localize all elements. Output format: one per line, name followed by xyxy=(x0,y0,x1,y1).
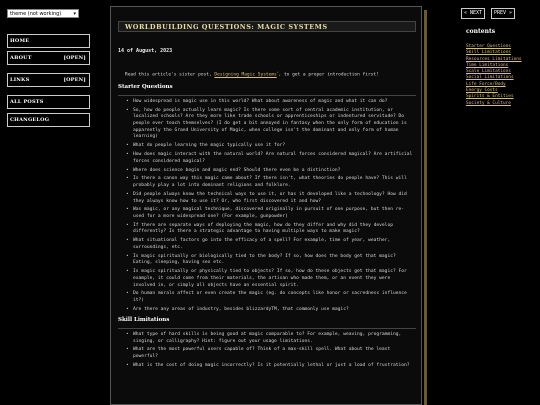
nav-about-toggle[interactable]: [OPEN] xyxy=(63,55,86,61)
nav-about[interactable] xyxy=(7,51,90,65)
nav-all-posts-label: ALL POSTS xyxy=(10,99,44,105)
question-item: • Is magic spiritually or biologically tied to the body? If so, how does the body get that magic? Eating, sleeping, having sex etc. xyxy=(125,254,415,267)
sister-post-link[interactable]: Designing Magic Systems xyxy=(214,72,277,78)
toc-link[interactable]: Spirits & Entities xyxy=(466,94,514,100)
question-item: • Is there a canon way this magic came about? If there isn't, what theories do people have? This will probably play a lot into dominant religions and folklore. xyxy=(125,176,415,189)
prev-post-button[interactable] xyxy=(491,8,515,19)
question-item: • Do human morals affect or even create the magic (eg. do concepts like honor or sacredness influence it?) xyxy=(125,291,415,304)
section-starter-title: Starter Questions xyxy=(118,84,173,90)
question-item: • Is magic spiritually or physically tied to objects? If so, how do these objects get that magic? For example, it could come from their materials, the artisan who made them, or an event they were involved in, or simply all objects have an essential spirit. xyxy=(125,269,415,289)
section-skill-title: Skill Limitations xyxy=(118,317,170,323)
toc-link[interactable]: Time Limitations xyxy=(466,62,509,68)
nav-home-label: HOME xyxy=(10,38,30,44)
toc-link[interactable]: Scale Limitations xyxy=(466,69,511,75)
question-item: • Are there any areas of industry, besides blizzardyTM, that commonly use magic? xyxy=(125,307,415,314)
question-item: • If there are separate ways of deploying the magic, how do they differ and why did they develop differently? Is there a strategic advantage to having multiple ways to make magic? xyxy=(125,223,415,236)
toc-link[interactable]: Resources Limitations xyxy=(466,56,522,62)
nav-changelog-label: CHANGELOG xyxy=(10,117,50,123)
intro-suffix: , to get a proper introduction first! xyxy=(278,72,379,78)
contents-title: contents xyxy=(466,28,496,35)
article-panel xyxy=(110,6,422,405)
question-item: • What do people learning the magic typically use it for? xyxy=(125,143,415,150)
post-date: 14 of August, 2023 xyxy=(118,48,173,54)
question-item: • How widespread is magic use in this world? What about awareness of magic and what it can do? xyxy=(125,99,415,106)
question-item: • Did people always know the technical ways to use it, or has it developed like a technology? How did they always know how to use it? Or, who first discovered it and how? xyxy=(125,192,415,205)
next-post-button[interactable] xyxy=(461,8,485,19)
nav-links-toggle[interactable]: [OPEN] xyxy=(63,77,86,83)
prev-post-label: PREV » xyxy=(493,10,513,16)
question-item: • Was magic, or any magical technique, discovered originally in pursuit of one purpose, but then re-used for a more widespread one? (For example, gunpowder) xyxy=(125,207,415,220)
intro-prefix: Read this article's sister post, xyxy=(125,72,212,78)
post-title: WORLDBUILDING QUESTIONS: MAGIC SYSTEMS xyxy=(118,21,416,32)
nav-changelog[interactable] xyxy=(7,113,90,127)
section-divider xyxy=(118,95,416,96)
question-item: • What are the most powerful users capable of? Think of a max-skill spell. What about the least powerful? xyxy=(125,347,415,360)
question-item: • So, how do people actually learn magic? Is there some sort of central academic institution, or localized schools? Are they more like trade schools or apprenticeships or indentured servitude? Do people ever teach themselves? (I do get a bit annoyed in fantasy when the only form of education is apparently the Grand University of Magic, when college isn't the dominant and only form of human learning) xyxy=(125,108,415,141)
question-item: • What situational factors go into the efficacy of a spell? For example, time of year, weather, surroundings, etc. xyxy=(125,238,415,251)
question-item: • Where does science begin and magic end? Should there even be a distinction? xyxy=(125,168,415,175)
skill-limitations-list xyxy=(125,332,415,372)
nav-home[interactable] xyxy=(7,34,90,48)
toc-link[interactable]: Life Force/Body xyxy=(466,81,506,87)
question-item: • What type of hard skills is being good at magic comparable to? For example, weaving, programming, singing, or calligraphy? Hint: figure out your usage limitations. xyxy=(125,332,415,345)
toc-link[interactable]: Starter Questions xyxy=(466,44,511,49)
toc-link[interactable]: Skill Limitations xyxy=(466,50,511,56)
starter-questions-list xyxy=(125,99,415,316)
theme-select[interactable] xyxy=(7,9,79,18)
nav-links-label: LINKS xyxy=(10,77,30,83)
nav-links[interactable] xyxy=(7,73,90,87)
question-item: • What is the cost of doing magic incorrectly? Is it potentially lethal or just a load of frustration? xyxy=(125,363,415,370)
theme-select-value: theme (not working) xyxy=(10,11,62,17)
chevron-down-icon: ▾ xyxy=(73,11,76,17)
question-item: • How does magic interact with the natural world? Are natural forces considered magical? Are artificial forces considered magical? xyxy=(125,152,415,165)
toc-link[interactable]: Energy Costs xyxy=(466,88,498,94)
nav-about-label: ABOUT xyxy=(10,55,32,61)
toc-link[interactable]: Social Limitations xyxy=(466,75,514,81)
article-shadow xyxy=(424,10,427,405)
table-of-contents xyxy=(466,44,522,107)
section-divider xyxy=(118,328,416,329)
nav-all-posts[interactable] xyxy=(7,95,90,109)
next-post-label: « NEXT xyxy=(463,10,483,16)
toc-link[interactable]: Society & Culture xyxy=(466,100,511,106)
post-intro: Read this article's sister post, Designing Magic Systems↗, to get a proper introduction first! xyxy=(125,70,379,78)
